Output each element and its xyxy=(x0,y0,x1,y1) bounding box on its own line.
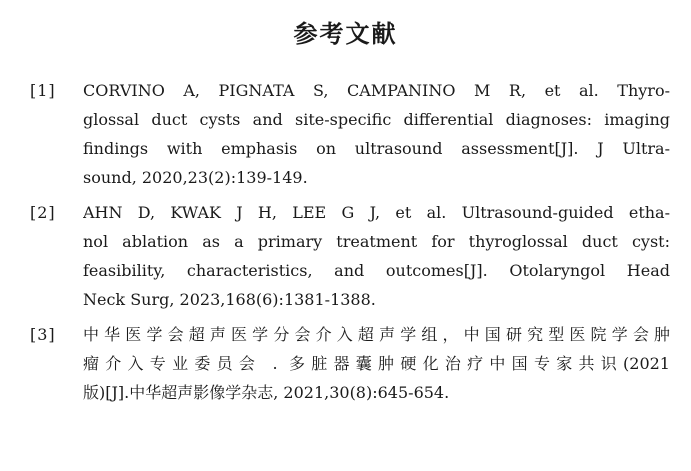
page-title: 参考文献 xyxy=(293,19,398,48)
reference-line: CORVINO A, PIGNATA S, CAMPANINO M R, et al. Thyro- xyxy=(83,81,670,100)
reference-number: [1] xyxy=(30,81,56,100)
reference-item xyxy=(30,198,670,314)
reference-text xyxy=(83,320,670,407)
reference-number: [3] xyxy=(30,325,56,344)
reference-line: 中华医学会超声医学分会介入超声学组，中国研究型医院学会肿 xyxy=(83,325,670,344)
reference-list xyxy=(30,76,670,413)
reference-line: feasibility, characteristics, and outcomes[J]. Otolaryngol Head xyxy=(83,261,670,280)
reference-line: 版)[J].中华超声影像学杂志, 2021,30(8):645-654. xyxy=(83,383,450,402)
reference-line: Neck Surg, 2023,168(6):1381-1388. xyxy=(83,290,376,309)
reference-line: AHN D, KWAK J H, LEE G J, et al. Ultrasound-guided etha- xyxy=(83,203,670,222)
reference-line: sound, 2020,23(2):139-149. xyxy=(83,168,308,187)
reference-item xyxy=(30,320,670,407)
reference-text xyxy=(83,198,670,314)
reference-number: [2] xyxy=(30,203,56,222)
reference-text xyxy=(83,76,670,192)
reference-line: findings with emphasis on ultrasound assessment[J]. J Ultra- xyxy=(83,139,670,158)
reference-item xyxy=(30,76,670,192)
reference-line: 瘤介入专业委员会 . 多脏器囊肿硬化治疗中国专家共识(2021 xyxy=(83,354,670,373)
reference-line: nol ablation as a primary treatment for thyroglossal duct cyst: xyxy=(83,232,670,251)
reference-line: glossal duct cysts and site-specific differential diagnoses: imaging xyxy=(83,110,670,129)
